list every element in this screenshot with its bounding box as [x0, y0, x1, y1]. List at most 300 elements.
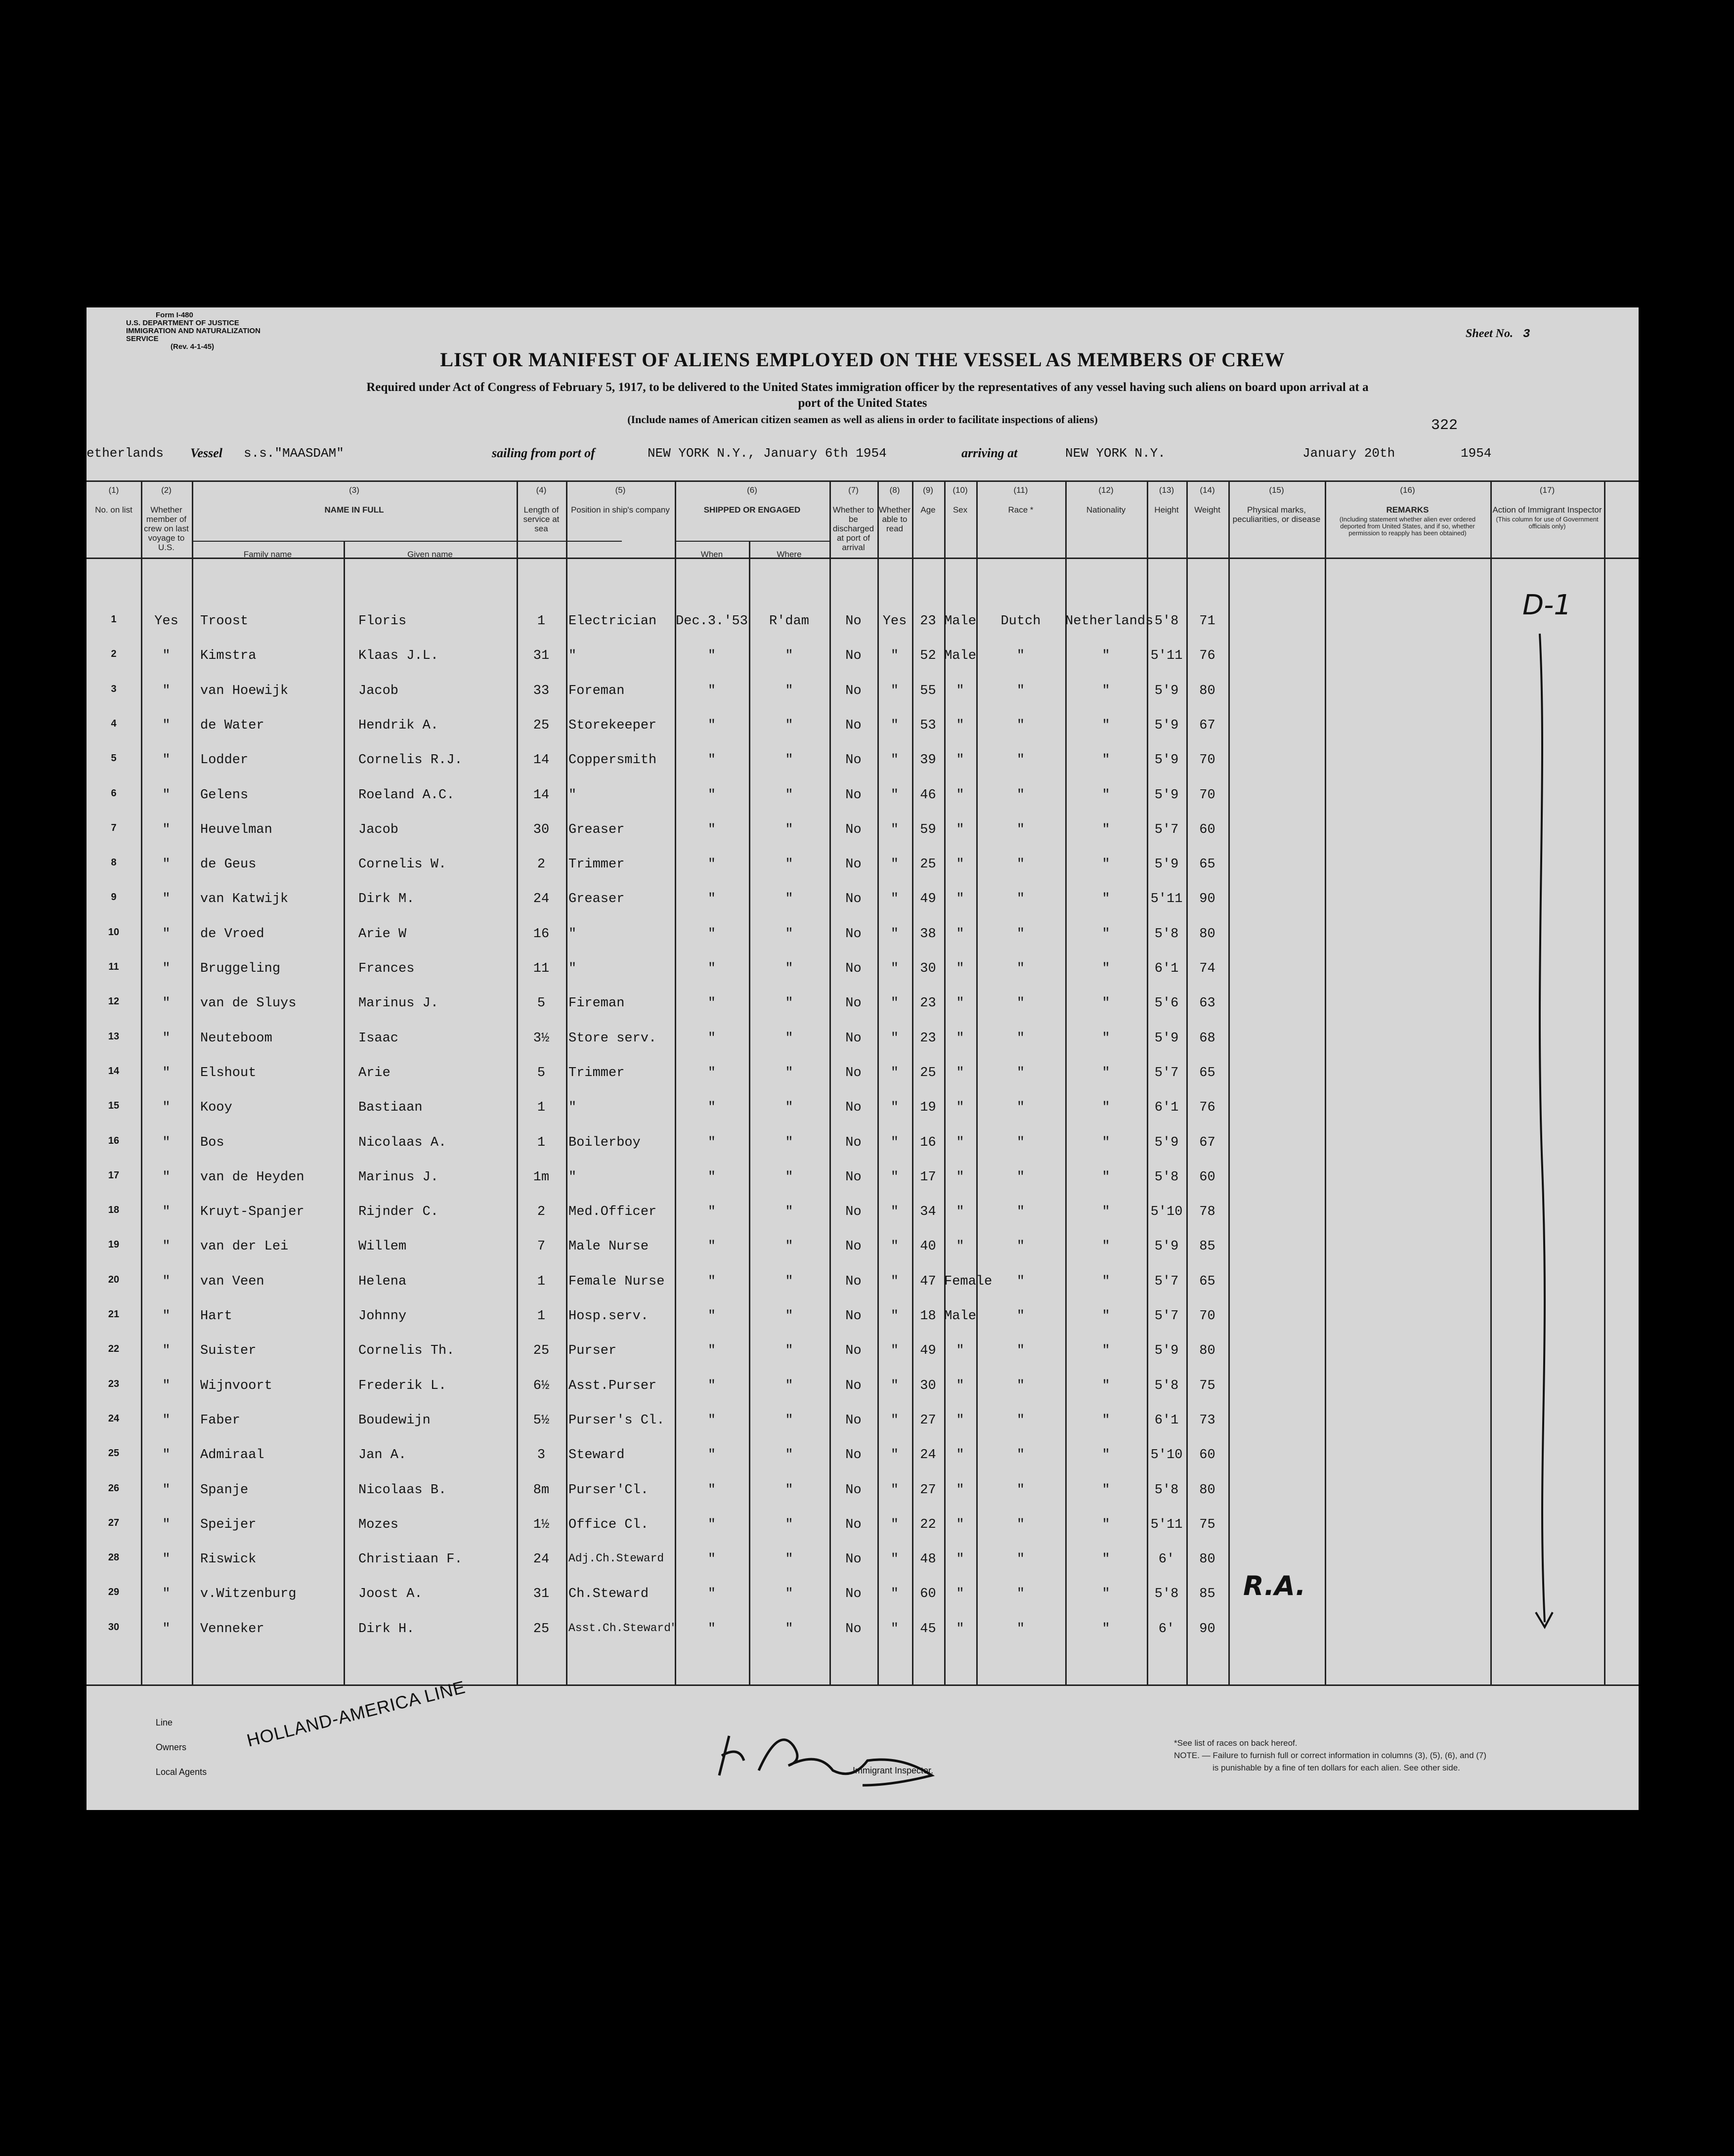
- column-number: (14): [1200, 485, 1215, 495]
- cell-weight: 85: [1199, 1239, 1215, 1254]
- cell-read: ": [890, 857, 899, 872]
- cell-sex: ": [956, 1587, 964, 1601]
- cell-given: Nicolaas B.: [358, 1483, 447, 1498]
- manifest-document: [87, 307, 1639, 1810]
- cell-sex: ": [956, 753, 964, 768]
- cell-nat: ": [1102, 1205, 1110, 1219]
- cell-height: 5'9: [1154, 788, 1179, 803]
- subtitle-2: port of the United States: [798, 396, 927, 410]
- page-title: LIST OR MANIFEST OF ALIENS EMPLOYED ON THE VESSEL AS MEMBERS OF CREW: [440, 348, 1285, 371]
- form-header: [126, 311, 274, 351]
- cell-given: Nicolaas A.: [358, 1135, 447, 1150]
- cell-nat: ": [1102, 961, 1110, 976]
- cell-sex: ": [956, 1066, 964, 1080]
- cell-weight: 67: [1199, 1135, 1215, 1150]
- cell-n: 8: [111, 857, 117, 868]
- cell-nat: ": [1102, 892, 1110, 906]
- cell-age: 16: [920, 1135, 936, 1150]
- cell-weight: 70: [1199, 1309, 1215, 1324]
- cell-given: Johnny: [358, 1309, 407, 1324]
- cell-when: ": [707, 1274, 716, 1289]
- cell-height: 5'8: [1154, 614, 1179, 629]
- cell-when: ": [707, 1239, 716, 1254]
- cell-family: de Geus: [200, 857, 257, 872]
- vessel-name: s.s."MAASDAM": [244, 446, 344, 461]
- cell-sex: ": [956, 684, 964, 698]
- cell-read: ": [890, 1239, 899, 1254]
- cell-family: Faber: [200, 1413, 241, 1428]
- cell-nat: ": [1102, 648, 1110, 663]
- cell-race: Dutch: [1000, 614, 1041, 629]
- footnote-races: *See list of races on back hereof.: [1174, 1738, 1298, 1748]
- cell-race: ": [1016, 961, 1025, 976]
- cell-prev: ": [162, 1274, 171, 1289]
- cell-height: 5'9: [1154, 718, 1179, 733]
- cell-height: 6'1: [1154, 1100, 1179, 1115]
- cell-n: 18: [108, 1205, 120, 1215]
- cell-given: Dirk H.: [358, 1622, 415, 1637]
- cell-age: 23: [920, 996, 936, 1011]
- cell-position: Purser's Cl.: [568, 1413, 665, 1428]
- footer-owners-label: Owners: [156, 1742, 187, 1752]
- cell-service: 2: [537, 857, 546, 872]
- column-header-c13: Height: [1154, 505, 1179, 515]
- cell-where: ": [785, 1239, 793, 1254]
- cell-disch: No: [845, 1552, 862, 1567]
- cell-disch: No: [845, 961, 862, 976]
- cell-read: ": [890, 1135, 899, 1150]
- subtitle-3: (Include names of American citizen seamen as well as aliens in order to facilitate inspections of aliens): [627, 413, 1098, 426]
- cell-given: Rijnder C.: [358, 1205, 439, 1219]
- cell-family: Neuteboom: [200, 1031, 272, 1046]
- cell-disch: No: [845, 788, 862, 803]
- cell-when: ": [707, 1309, 716, 1324]
- column-number: (2): [161, 485, 172, 495]
- cell-height: 5'11: [1150, 648, 1183, 663]
- cell-height: 5'7: [1154, 1309, 1179, 1324]
- form-number: Form I-480: [156, 311, 193, 319]
- cell-family: Suister: [200, 1343, 257, 1358]
- cell-family: van de Heyden: [200, 1170, 304, 1185]
- column-header-c10: Sex: [953, 505, 968, 515]
- cell-service: 1: [537, 1309, 546, 1324]
- cell-height: 5'9: [1154, 1239, 1179, 1254]
- cell-family: van Katwijk: [200, 892, 289, 906]
- cell-service: 1m: [533, 1170, 550, 1185]
- cell-when: ": [707, 1517, 716, 1532]
- cell-height: 5'9: [1154, 857, 1179, 872]
- cell-height: 5'8: [1154, 927, 1179, 942]
- cell-race: ": [1016, 1413, 1025, 1428]
- cell-where: ": [785, 718, 793, 733]
- column-header-c14: Weight: [1194, 505, 1220, 515]
- cell-where: ": [785, 1066, 793, 1080]
- column-number: (15): [1269, 485, 1284, 495]
- column-number: (16): [1400, 485, 1415, 495]
- cell-disch: No: [845, 1274, 862, 1289]
- cell-when: ": [707, 1170, 716, 1185]
- cell-read: ": [890, 1448, 899, 1463]
- cell-n: 7: [111, 822, 117, 833]
- cell-given: Boudewijn: [358, 1413, 431, 1428]
- cell-where: ": [785, 1622, 793, 1637]
- cell-nat: ": [1102, 1031, 1110, 1046]
- cell-prev: Yes: [154, 614, 178, 629]
- cell-position: Greaser: [568, 822, 625, 837]
- cell-nat: ": [1102, 1309, 1110, 1324]
- cell-family: Hart: [200, 1309, 232, 1324]
- cell-n: 24: [108, 1413, 120, 1424]
- cell-sex: Male: [944, 648, 976, 663]
- cell-where: ": [785, 1170, 793, 1185]
- cell-given: Arie W: [358, 927, 407, 942]
- column-number: (7): [848, 485, 859, 495]
- cell-weight: 65: [1199, 1274, 1215, 1289]
- cell-family: de Vroed: [200, 927, 264, 942]
- cell-disch: No: [845, 927, 862, 942]
- cell-height: 5'8: [1154, 1483, 1179, 1498]
- cell-where: ": [785, 648, 793, 663]
- cell-service: 33: [533, 684, 550, 698]
- form-revision: (Rev. 4-1-45): [171, 343, 215, 351]
- cell-position: Store serv.: [568, 1031, 657, 1046]
- cell-race: ": [1016, 1379, 1025, 1393]
- cell-age: 27: [920, 1483, 936, 1498]
- cell-when: ": [707, 684, 716, 698]
- cell-disch: No: [845, 648, 862, 663]
- cell-race: ": [1016, 1031, 1025, 1046]
- cell-when: ": [707, 1205, 716, 1219]
- column-divider: [1490, 481, 1492, 1685]
- cell-weight: 76: [1199, 648, 1215, 663]
- cell-n: 4: [111, 718, 117, 729]
- footer-line-label: Line: [156, 1718, 173, 1727]
- cell-weight: 75: [1199, 1379, 1215, 1393]
- cell-given: Willem: [358, 1239, 407, 1254]
- cell-service: 30: [533, 822, 550, 837]
- shipped-subheader-line: [675, 541, 829, 542]
- arrival-year: 1954: [1461, 446, 1492, 461]
- cell-prev: ": [162, 788, 171, 803]
- cell-n: 15: [108, 1100, 120, 1111]
- cell-race: ": [1016, 1100, 1025, 1115]
- cell-height: 5'11: [1150, 1517, 1183, 1532]
- cell-service: 5: [537, 1066, 546, 1080]
- cell-prev: ": [162, 996, 171, 1011]
- cell-n: 20: [108, 1274, 120, 1285]
- cell-age: 38: [920, 927, 936, 942]
- cell-read: ": [890, 684, 899, 698]
- cell-family: Bos: [200, 1135, 224, 1150]
- cell-height: 6'1: [1154, 1413, 1179, 1428]
- cell-race: ": [1016, 927, 1025, 942]
- column-header-c5: Position in ship's company: [571, 505, 670, 515]
- cell-race: ": [1016, 648, 1025, 663]
- cell-family: van Hoewijk: [200, 684, 289, 698]
- column-header-c6: SHIPPED OR ENGAGED: [703, 505, 801, 515]
- cell-race: ": [1016, 1274, 1025, 1289]
- inspector-signature: [704, 1716, 961, 1795]
- cell-prev: ": [162, 857, 171, 872]
- cell-service: 3: [537, 1448, 546, 1463]
- cell-n: 26: [108, 1483, 120, 1494]
- cell-sex: ": [956, 1135, 964, 1150]
- cell-given: Marinus J.: [358, 996, 439, 1011]
- cell-nat: ": [1102, 1622, 1110, 1637]
- cell-when: ": [707, 1100, 716, 1115]
- sheet-number: 3: [1523, 328, 1530, 341]
- cell-prev: ": [162, 927, 171, 942]
- cell-when: ": [707, 1483, 716, 1498]
- cell-age: 46: [920, 788, 936, 803]
- cell-age: 30: [920, 1379, 936, 1393]
- cell-given: Floris: [358, 614, 407, 629]
- cell-read: ": [890, 1379, 899, 1393]
- cell-age: 34: [920, 1205, 936, 1219]
- cell-race: ": [1016, 1343, 1025, 1358]
- column-header-c15: Physical marks, peculiarities, or disease: [1232, 505, 1321, 524]
- cell-height: 5'7: [1154, 1274, 1179, 1289]
- cell-disch: No: [845, 1205, 862, 1219]
- cell-position: Trimmer: [568, 857, 625, 872]
- cell-service: 1½: [533, 1517, 550, 1532]
- cell-service: 5: [537, 996, 546, 1011]
- cell-race: ": [1016, 788, 1025, 803]
- cell-nat: ": [1102, 996, 1110, 1011]
- column-divider: [1325, 481, 1326, 1685]
- cell-when: ": [707, 1622, 716, 1637]
- cell-read: ": [890, 1587, 899, 1601]
- column-header-c3: NAME IN FULL: [324, 505, 384, 515]
- cell-service: 11: [533, 961, 550, 976]
- cell-given: Jacob: [358, 684, 399, 698]
- cell-prev: ": [162, 684, 171, 698]
- cell-when: ": [707, 1448, 716, 1463]
- sheet-number-label: [1466, 327, 1530, 341]
- cell-service: 25: [533, 1343, 550, 1358]
- cell-race: ": [1016, 1309, 1025, 1324]
- column-header-c12: Nationality: [1086, 505, 1126, 515]
- cell-nat: ": [1102, 1274, 1110, 1289]
- cell-disch: No: [845, 892, 862, 906]
- cell-race: ": [1016, 684, 1025, 698]
- cell-weight: 70: [1199, 788, 1215, 803]
- cell-race: ": [1016, 892, 1025, 906]
- cell-when: ": [707, 718, 716, 733]
- cell-prev: ": [162, 1413, 171, 1428]
- cell-sex: ": [956, 822, 964, 837]
- cell-n: 9: [111, 892, 117, 903]
- column-number: (17): [1539, 485, 1555, 495]
- cell-family: van der Lei: [200, 1239, 289, 1254]
- cell-prev: ": [162, 1448, 171, 1463]
- cell-given: Joost A.: [358, 1587, 423, 1601]
- cell-age: 25: [920, 857, 936, 872]
- cell-n: 6: [111, 788, 117, 799]
- column-header-c2: Whether member of crew on last voyage to U.S.: [144, 505, 189, 552]
- cell-where: ": [785, 1343, 793, 1358]
- cell-disch: No: [845, 1135, 862, 1150]
- column-header-c7: Whether to be discharged at port of arrival: [832, 505, 874, 552]
- cell-weight: 71: [1199, 614, 1215, 629]
- cell-race: ": [1016, 1622, 1025, 1637]
- cell-age: 49: [920, 892, 936, 906]
- cell-when: ": [707, 1413, 716, 1428]
- cell-prev: ": [162, 1066, 171, 1080]
- cell-age: 47: [920, 1274, 936, 1289]
- cell-age: 39: [920, 753, 936, 768]
- cell-prev: ": [162, 718, 171, 733]
- cell-where: ": [785, 1552, 793, 1567]
- cell-n: 19: [108, 1239, 120, 1250]
- cell-n: 22: [108, 1343, 120, 1354]
- cell-race: ": [1016, 718, 1025, 733]
- cell-weight: 74: [1199, 961, 1215, 976]
- column-header-c1: No. on list: [95, 505, 132, 515]
- cell-where: ": [785, 788, 793, 803]
- cell-sex: ": [956, 961, 964, 976]
- footnote-fine: is punishable by a fine of ten dollars for each alien. See other side.: [1213, 1763, 1460, 1772]
- cell-weight: 85: [1199, 1587, 1215, 1601]
- cell-read: ": [890, 1343, 899, 1358]
- cell-position: Ch.Steward: [568, 1587, 649, 1601]
- cell-age: 48: [920, 1552, 936, 1567]
- cell-nat: ": [1102, 1448, 1110, 1463]
- cell-height: 6': [1158, 1622, 1175, 1637]
- cell-sex: ": [956, 788, 964, 803]
- cell-race: ": [1016, 1483, 1025, 1498]
- cell-weight: 78: [1199, 1205, 1215, 1219]
- column-divider: [566, 481, 567, 1685]
- cell-where: ": [785, 1483, 793, 1498]
- cell-age: 27: [920, 1413, 936, 1428]
- sailing-from: NEW YORK N.Y., January 6th 1954: [648, 446, 887, 461]
- cell-height: 5'7: [1154, 1066, 1179, 1080]
- cell-race: ": [1016, 1135, 1025, 1150]
- cell-height: 5'6: [1154, 996, 1179, 1011]
- cell-weight: 90: [1199, 1622, 1215, 1637]
- cell-family: Bruggeling: [200, 961, 281, 976]
- cell-prev: ": [162, 1239, 171, 1254]
- cell-when: ": [707, 648, 716, 663]
- cell-sex: ": [956, 1379, 964, 1393]
- cell-service: 8m: [533, 1483, 550, 1498]
- cell-given: Jacob: [358, 822, 399, 837]
- subtitle-1: Required under Act of Congress of February 5, 1917, to be delivered to the United States immigration officer by the representatives of any vessel having such aliens on board upon arrival at a: [366, 381, 1369, 394]
- cell-prev: ": [162, 1100, 171, 1115]
- cell-sex: ": [956, 1517, 964, 1532]
- cell-position: Fireman: [568, 996, 625, 1011]
- column-number: (11): [1013, 485, 1028, 495]
- cell-sex: ": [956, 1170, 964, 1185]
- cell-age: 19: [920, 1100, 936, 1115]
- cell-family: Speijer: [200, 1517, 257, 1532]
- column-number: (12): [1098, 485, 1114, 495]
- cell-read: ": [890, 753, 899, 768]
- cell-nat: ": [1102, 1343, 1110, 1358]
- cell-disch: No: [845, 1413, 862, 1428]
- cell-service: 25: [533, 718, 550, 733]
- table-bottom-border: [87, 1684, 1639, 1686]
- cell-disch: No: [845, 1031, 862, 1046]
- cell-where: ": [785, 1100, 793, 1115]
- column-header-c11: Race *: [1008, 505, 1034, 515]
- cell-height: 5'10: [1150, 1205, 1183, 1219]
- cell-when: ": [707, 1031, 716, 1046]
- immigrant-inspector-label: Immigrant Inspector.: [853, 1766, 934, 1775]
- cell-disch: No: [845, 1309, 862, 1324]
- cell-position: Asst.Ch.Steward": [568, 1622, 678, 1635]
- cell-age: 23: [920, 1031, 936, 1046]
- form-service: IMMIGRATION AND NATURALIZATION SERVICE: [126, 327, 260, 343]
- flag: etherlands: [87, 446, 164, 461]
- cell-family: Riswick: [200, 1552, 257, 1567]
- cell-prev: ": [162, 1483, 171, 1498]
- cell-position: Male Nurse: [568, 1239, 649, 1254]
- cell-family: Gelens: [200, 788, 249, 803]
- cell-position: Office Cl.: [568, 1517, 649, 1532]
- cell-when: ": [707, 857, 716, 872]
- cell-nat: ": [1102, 927, 1110, 942]
- cell-disch: No: [845, 857, 862, 872]
- cell-where: ": [785, 961, 793, 976]
- cell-read: ": [890, 996, 899, 1011]
- cell-height: 5'8: [1154, 1379, 1179, 1393]
- cell-weight: 76: [1199, 1100, 1215, 1115]
- cell-sex: ": [956, 996, 964, 1011]
- cell-service: 3½: [533, 1031, 550, 1046]
- cell-when: ": [707, 1379, 716, 1393]
- cell-disch: No: [845, 1587, 862, 1601]
- cell-sex: ": [956, 718, 964, 733]
- cell-sex: ": [956, 1483, 964, 1498]
- cell-weight: 67: [1199, 718, 1215, 733]
- cell-read: ": [890, 1031, 899, 1046]
- cell-position: Med.Officer: [568, 1205, 657, 1219]
- cell-height: 5'10: [1150, 1448, 1183, 1463]
- cell-sex: ": [956, 892, 964, 906]
- cell-age: 60: [920, 1587, 936, 1601]
- cell-given: Frances: [358, 961, 415, 976]
- cell-age: 53: [920, 718, 936, 733]
- cell-where: ": [785, 1448, 793, 1463]
- cell-n: 5: [111, 753, 117, 764]
- cell-sex: Male: [944, 1309, 976, 1324]
- cell-race: ": [1016, 822, 1025, 837]
- cell-service: 14: [533, 753, 550, 768]
- column-number: (5): [615, 485, 626, 495]
- cell-read: ": [890, 1552, 899, 1567]
- cell-service: 2: [537, 1205, 546, 1219]
- name-subheader-line: [192, 541, 622, 542]
- column-number: (13): [1159, 485, 1174, 495]
- cell-nat: ": [1102, 684, 1110, 698]
- cell-sex: ": [956, 1448, 964, 1463]
- handwritten-arrow: [1520, 624, 1579, 1948]
- cell-weight: 75: [1199, 1517, 1215, 1532]
- cell-age: 49: [920, 1343, 936, 1358]
- cell-nat: ": [1102, 1170, 1110, 1185]
- cell-height: 5'9: [1154, 1135, 1179, 1150]
- cell-where: R'dam: [769, 614, 809, 629]
- cell-race: ": [1016, 753, 1025, 768]
- cell-position: Foreman: [568, 684, 625, 698]
- cell-race: ": [1016, 1552, 1025, 1567]
- cell-service: 1: [537, 614, 546, 629]
- cell-sex: ": [956, 1239, 964, 1254]
- cell-family: Admiraal: [200, 1448, 264, 1463]
- cell-weight: 80: [1199, 927, 1215, 942]
